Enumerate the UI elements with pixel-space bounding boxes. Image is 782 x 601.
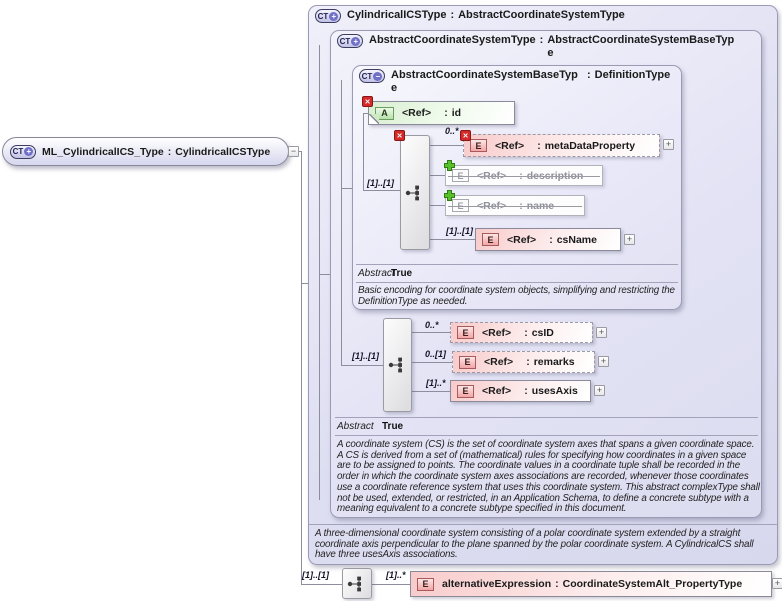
element-row-metadataproperty[interactable] <box>463 134 660 157</box>
element-row-remarks[interactable] <box>452 351 595 373</box>
connector-line <box>430 205 445 206</box>
added-icon <box>444 160 455 171</box>
documentation-text: A three-dimensional coordinate system consisting of a polar coordinate system extended by a straight coordinate axis perpendicular to the plane spanned by the polar coordinate system. A CylindricalCS shall have three usesAxis associations. <box>315 528 754 561</box>
ref-label: <Ref> <box>507 233 537 246</box>
expand-button[interactable]: + <box>596 327 607 338</box>
ref-label: <Ref> <box>477 169 507 182</box>
ref-label: <Ref> <box>477 199 507 212</box>
element-row-csname[interactable] <box>475 228 621 251</box>
element-row-alternativeexpression[interactable] <box>410 571 772 597</box>
element-icon: E <box>452 199 469 212</box>
root-complex-type-box[interactable] <box>2 137 289 166</box>
box-type: CylindricalICSType <box>175 145 271 158</box>
l2-header[interactable] <box>337 34 757 60</box>
sequence-icon <box>347 575 367 593</box>
colon-separator: : <box>555 578 559 590</box>
ct-label: CT <box>361 71 373 81</box>
element-icon: E <box>457 385 474 398</box>
abstract-label: Abstract <box>337 421 374 432</box>
collapse-button[interactable]: − <box>288 146 299 157</box>
colon-separator: : <box>549 233 553 246</box>
abstract-label: Abstract <box>358 268 395 279</box>
box-name: CylindricalICSType <box>347 9 447 21</box>
sequence-compositor[interactable] <box>342 568 372 599</box>
abstract-value: True <box>391 268 413 279</box>
divider <box>335 417 758 418</box>
connector-line <box>430 239 475 240</box>
element-name: metaDataProperty <box>544 139 636 152</box>
divider <box>309 524 777 525</box>
ct-label: CT <box>317 11 329 21</box>
colon-separator: : <box>524 385 528 397</box>
cardinality-label: 0..[1] <box>425 349 447 359</box>
connector-line <box>363 113 364 190</box>
colon-separator: : <box>519 169 523 182</box>
complex-type-icon <box>359 69 385 83</box>
attribute-row-id[interactable] <box>368 101 515 125</box>
connector-line <box>341 188 352 189</box>
expand-icon: + <box>329 12 338 21</box>
element-name: name <box>526 199 555 212</box>
element-row-csid[interactable] <box>450 322 593 343</box>
colon-separator: : <box>519 199 523 212</box>
connector-line <box>412 362 452 363</box>
connector-line <box>363 190 400 191</box>
colon-separator: : <box>450 9 455 21</box>
l3-header[interactable] <box>359 69 679 95</box>
sequence-icon <box>405 184 425 202</box>
expand-button[interactable]: + <box>772 578 782 589</box>
element-row-usesaxis[interactable] <box>450 380 591 402</box>
documentation-text: A coordinate system (CS) is the set of coordinate system axes that spans a given coordinate space. A CS is derived from a set of (mathematical) rules for specifying how coordinates in a given space are to be assigned to points. The coordinate values in a coordinate tuple shall be recorded in the order in which the coordinate system axes associations are recorded, whenever those coordinates use a coordinate reference system that uses this coordinate system. This abstract complexType shall not be used, extended, or restricted, in an Application Schema, to define a concrete subtype with a meaning equivalent to a concrete subtype specified in this document. <box>337 439 760 515</box>
box-type: AbstractCoordinateSystemType <box>458 9 625 21</box>
attribute-name: id <box>451 107 462 119</box>
element-icon: E <box>470 139 487 152</box>
connector-line <box>372 584 410 585</box>
divider <box>356 264 678 265</box>
cardinality-label: [1]..* <box>386 570 406 580</box>
divider <box>335 435 758 436</box>
abstract-value: True <box>382 421 404 432</box>
connector-line <box>341 365 383 366</box>
element-icon: E <box>459 356 476 369</box>
element-name: csName <box>556 233 597 246</box>
colon-separator: : <box>537 139 541 152</box>
sequence-compositor[interactable] <box>400 135 430 250</box>
element-name: usesAxis <box>531 385 578 397</box>
documentation-text: Basic encoding for coordinate system objects, simplifying and restricting the DefinitionType as needed. <box>358 285 675 307</box>
box-name: ML_CylindricalICS_Type <box>42 145 164 158</box>
element-row-description[interactable] <box>445 165 603 186</box>
colon-separator: : <box>587 69 591 81</box>
colon-separator: : <box>539 34 544 46</box>
colon-separator: : <box>526 356 530 368</box>
colon-separator: : <box>167 145 172 158</box>
element-icon: E <box>482 233 499 246</box>
root-box-title <box>3 138 288 165</box>
folded-corner <box>369 114 379 124</box>
expand-icon: + <box>351 37 360 46</box>
added-icon <box>444 190 455 201</box>
ref-label: <Ref> <box>495 139 525 152</box>
element-type: CoordinateSystemAlt_PropertyType <box>562 578 743 590</box>
element-name: remarks <box>533 356 575 368</box>
cardinality-label: [1]..[1] <box>302 570 329 580</box>
box-name: AbstractCoordinateSystemType <box>369 34 536 46</box>
element-icon: E <box>417 578 434 591</box>
l1-header[interactable] <box>315 9 767 23</box>
expand-icon: + <box>24 147 33 156</box>
colon-separator: : <box>524 326 528 339</box>
element-row-name[interactable] <box>445 195 585 216</box>
sequence-compositor[interactable] <box>383 318 412 412</box>
collapse-icon: − <box>373 72 382 81</box>
ref-label: <Ref> <box>482 326 512 339</box>
complex-type-icon <box>10 145 36 159</box>
expand-button[interactable]: + <box>624 234 635 245</box>
connector-line <box>430 145 463 146</box>
element-icon: E <box>452 169 469 182</box>
element-name: alternativeExpression <box>442 578 552 590</box>
expand-button[interactable]: + <box>663 139 674 150</box>
ct-label: CT <box>339 36 351 46</box>
cardinality-label: [1]..[1] <box>367 178 394 188</box>
ref-label: <Ref> <box>402 107 432 119</box>
box-type: DefinitionType <box>594 69 671 81</box>
colon-separator: : <box>444 107 448 119</box>
expand-button[interactable]: + <box>598 356 609 367</box>
ref-label: <Ref> <box>484 356 514 368</box>
connector-line <box>412 391 450 392</box>
cardinality-label: 0..* <box>445 126 459 136</box>
ref-label: <Ref> <box>482 385 512 397</box>
connector-line <box>430 175 445 176</box>
cardinality-label: 0..* <box>425 320 439 330</box>
attribute-icon: A <box>375 107 394 120</box>
connector-line <box>301 283 308 284</box>
expand-button[interactable]: + <box>594 385 605 396</box>
element-name: description <box>526 169 584 182</box>
connector-line <box>319 45 320 500</box>
element-name: csID <box>531 326 554 339</box>
cardinality-label: [1]..* <box>426 378 446 388</box>
divider <box>356 282 678 283</box>
connector-line <box>341 80 342 365</box>
connector-line <box>319 274 330 275</box>
complex-type-icon <box>315 9 341 23</box>
cardinality-label: [1]..[1] <box>352 351 379 361</box>
prohibited-icon: ✕ <box>460 130 471 141</box>
cardinality-label: [1]..[1] <box>446 226 473 236</box>
ct-label: CT <box>12 147 24 156</box>
box-name: AbstractCoordinateSystemBaseType <box>391 69 578 94</box>
connector-line <box>412 332 450 333</box>
connector-line <box>301 584 342 585</box>
box-type: AbstractCoordinateSystemBaseType <box>547 34 735 59</box>
element-icon: E <box>457 326 474 339</box>
prohibited-icon: ✕ <box>394 130 405 141</box>
prohibited-icon: ✕ <box>362 96 373 107</box>
complex-type-icon <box>337 34 363 48</box>
connector-line <box>301 151 302 584</box>
sequence-icon <box>388 356 408 374</box>
